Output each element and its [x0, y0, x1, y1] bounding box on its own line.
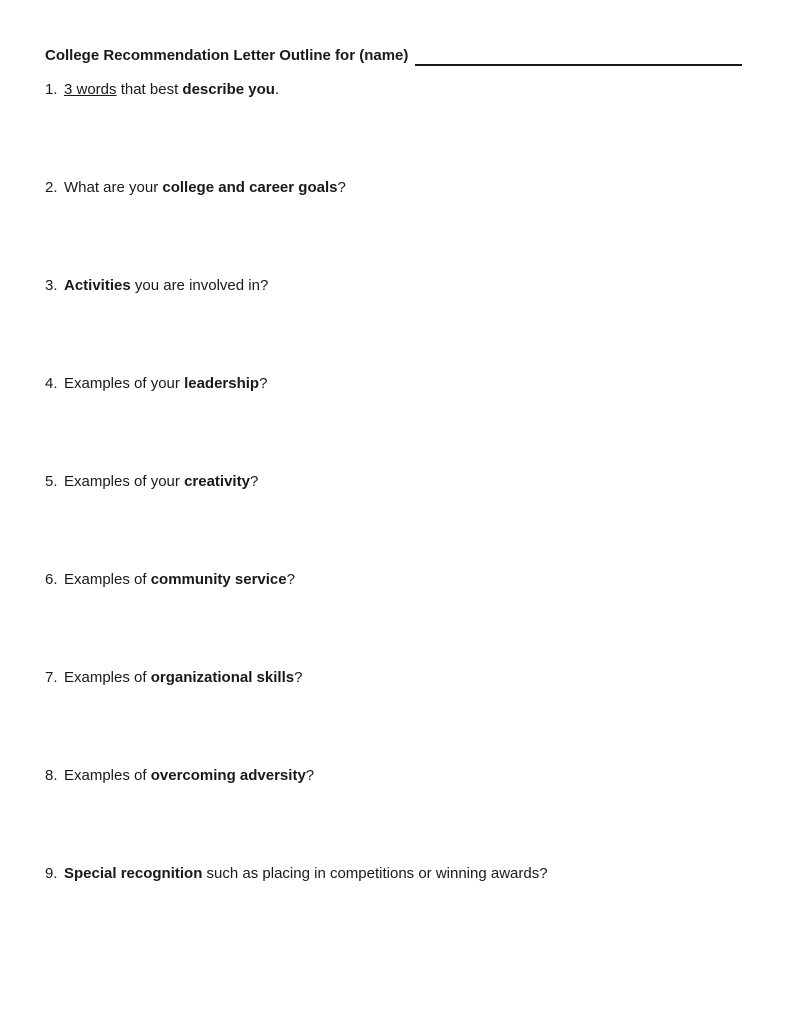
item-number: 8. [45, 767, 58, 784]
text-segment: . [274, 81, 280, 98]
title-row [45, 46, 742, 66]
text-segment: ? [305, 767, 315, 784]
item-text [64, 570, 295, 590]
text-segment: you are involved in? [130, 277, 269, 294]
item-number: 9. [45, 865, 58, 882]
item-text [64, 864, 548, 884]
text-segment: that best [116, 81, 183, 98]
text-segment: organizational skills [150, 669, 295, 686]
item-text [64, 374, 267, 394]
item-text [64, 80, 279, 100]
question-item [45, 864, 742, 884]
text-segment: leadership [184, 375, 260, 392]
text-segment: Special recognition [64, 865, 203, 882]
item-number: 4. [45, 375, 58, 392]
item-text [64, 178, 346, 198]
question-item [45, 766, 742, 786]
item-number: 7. [45, 669, 58, 686]
question-item [45, 80, 742, 100]
text-segment: 3 words [64, 81, 117, 98]
name-blank-line [415, 50, 742, 66]
item-text [64, 472, 258, 492]
question-item [45, 472, 742, 492]
item-number: 5. [45, 473, 58, 490]
text-segment: Examples of [64, 767, 151, 784]
document-title: College Recommendation Letter Outline for (name) [45, 47, 409, 64]
text-segment: describe you [182, 81, 275, 98]
text-segment: college and career goals [162, 179, 338, 196]
text-segment: Examples of your [64, 375, 185, 392]
question-item [45, 374, 742, 394]
question-item [45, 570, 742, 590]
text-segment: creativity [184, 473, 250, 490]
text-segment: ? [259, 375, 268, 392]
item-number: 2. [45, 179, 58, 196]
question-list [45, 80, 742, 884]
item-text [64, 276, 268, 296]
text-segment: ? [337, 179, 346, 196]
item-number: 6. [45, 571, 58, 588]
text-segment: What are your [64, 179, 163, 196]
text-segment: ? [294, 669, 303, 686]
text-segment: Examples of [64, 669, 151, 686]
text-segment: Examples of your [64, 473, 185, 490]
text-segment: such as placing in competitions or winning awards? [202, 865, 548, 882]
text-segment: ? [249, 473, 259, 490]
item-number: 1. [45, 81, 58, 98]
text-segment: ? [286, 571, 295, 588]
text-segment: Examples of [64, 571, 151, 588]
question-item [45, 668, 742, 688]
question-item [45, 178, 742, 198]
text-segment: Activities [64, 277, 131, 294]
text-segment: community service [150, 571, 287, 588]
item-text [64, 766, 314, 786]
item-text [64, 668, 302, 688]
text-segment: overcoming adversity [150, 767, 306, 784]
item-number: 3. [45, 277, 58, 294]
question-item [45, 276, 742, 296]
